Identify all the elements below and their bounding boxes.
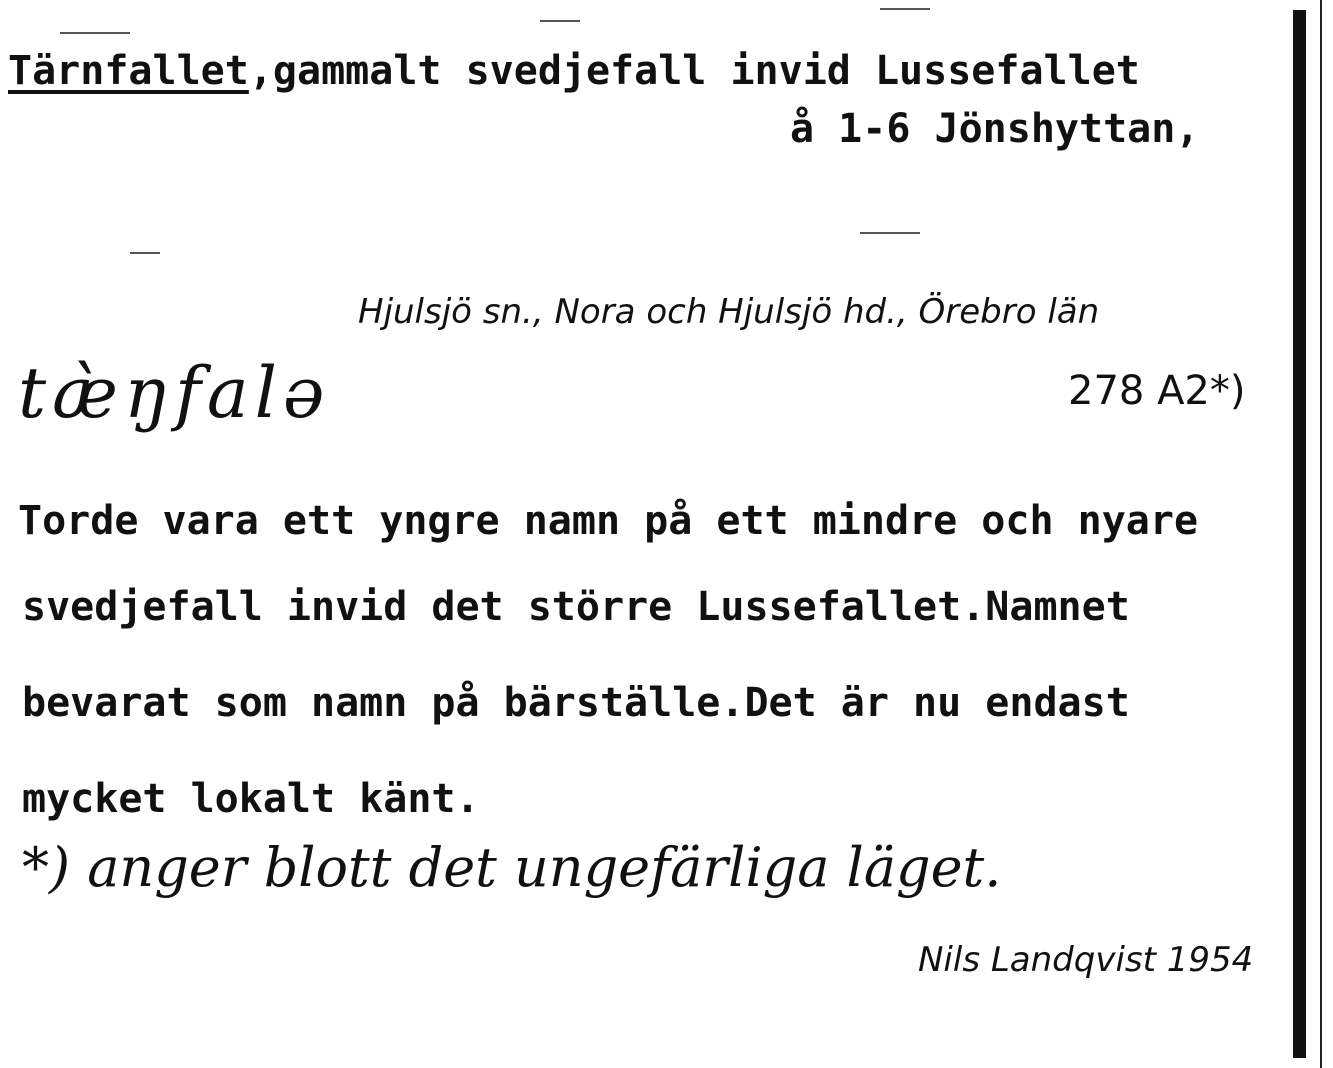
body-line: Torde vara ett yngre namn på ett mindre och nyare (18, 498, 1199, 544)
scan-speck (60, 32, 130, 34)
body-line: mycket lokalt känt. (22, 776, 480, 822)
signature: Nils Landqvist 1954 (918, 940, 1254, 980)
map-reference: 278 A2*) (1068, 368, 1246, 414)
location-line: Hjulsjö sn., Nora och Hjulsjö hd., Örebro län (358, 292, 1100, 332)
phonetic-transcription: tæ̀ŋfalə (18, 352, 331, 434)
headword: Tärnfallet (8, 48, 249, 94)
footnote: *) anger blott det ungefärliga läget. (22, 836, 1002, 899)
heading-line-2: å 1-6 Jönshyttan, (790, 106, 1200, 152)
heading-description: ,gammalt svedjefall invid Lussefallet (248, 48, 1140, 94)
card-edge-shadow (1293, 10, 1306, 1058)
heading-line-1 (8, 48, 1140, 94)
body-line: bevarat som namn på bärställe.Det är nu endast (22, 680, 1130, 726)
card-edge-line (1320, 0, 1322, 1068)
scan-speck (860, 232, 920, 234)
scan-speck (880, 8, 930, 10)
scan-speck (540, 20, 580, 22)
body-line: svedjefall invid det större Lussefallet.Namnet (22, 584, 1130, 630)
scan-speck (130, 252, 160, 254)
